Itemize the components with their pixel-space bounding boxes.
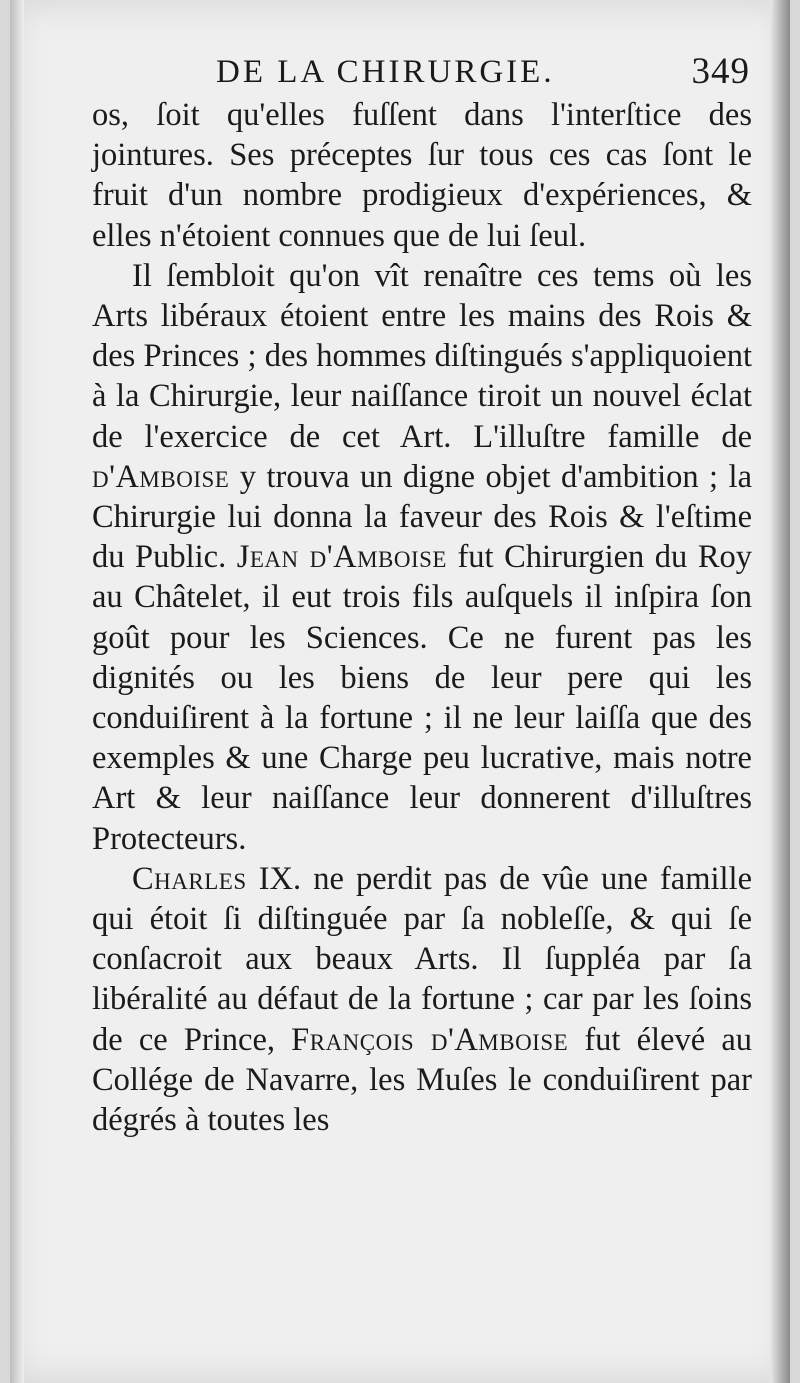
paragraph-1: os, ſoit qu'elles fuſſent dans l'interſtice des jointures. Ses préceptes ſur tous ces cas ſont le fruit d'un nombre prodigieux d'expériences, & elles n'étoient connues que de lui ſeul.: [92, 97, 752, 254]
page-gutter-shadow: [770, 0, 790, 1383]
page-left-edge: [10, 0, 24, 1383]
page-header: [90, 48, 750, 92]
book-page: [10, 0, 790, 1383]
paragraph-2-part-3: fut Chirurgien du Roy au Châtelet, il eut trois fils auſquels il inſpira ſon goût pour les Sciences. Ce ne furent pas les dignités ou les biens de leur pere qui les conduiſirent à la fortune ; il ne leur laiſſa que des exemples & une Charge peu lucrative, mais notre Art & leur naiſſance leur donnerent d'illuſtres Protecteurs.: [92, 539, 752, 857]
paragraph-2: [92, 256, 752, 859]
running-head: DE LA CHIRURGIE.: [216, 54, 555, 90]
name-charles: Charles: [132, 860, 247, 897]
paragraph-2-part-2: y trouva un digne objet d'ambition ; la Chirurgie lui donna la faveur des Rois & l'eſtime du Public.: [92, 458, 752, 576]
body-text: [92, 95, 752, 1140]
paragraph-3-part-1: IX. ne perdit pas de vûe une famille qui étoit ſi diſtinguée par ſa nobleſſe, & qui ſe conſacroit aux beaux Arts. Il ſuppléa par ſa libéralité au défaut de la fortune ; car par les ſoins de ce Prince,: [92, 860, 752, 1058]
name-jean-d-amboise: Jean d'Amboise: [236, 539, 447, 576]
paragraph-3: [92, 859, 752, 1140]
page-number: 349: [691, 51, 750, 92]
paragraph-2-part-1: Il ſembloit qu'on vît renaître ces tems où les Arts libéraux étoient entre les mains des Rois & des Princes ; des hommes diſtingués s'appliquoient à la Chirurgie, leur naiſſance tiroit un nouvel éclat de l'exercice de cet Art. L'illuſtre famille de: [92, 257, 752, 455]
name-francois-d-amboise: François d'Amboise: [291, 1021, 569, 1058]
name-d-amboise: d'Amboise: [92, 458, 230, 495]
paragraph-3-part-2: fut élevé au Collége de Navarre, les Muſes le conduiſirent par dégrés à toutes les: [92, 1021, 752, 1139]
